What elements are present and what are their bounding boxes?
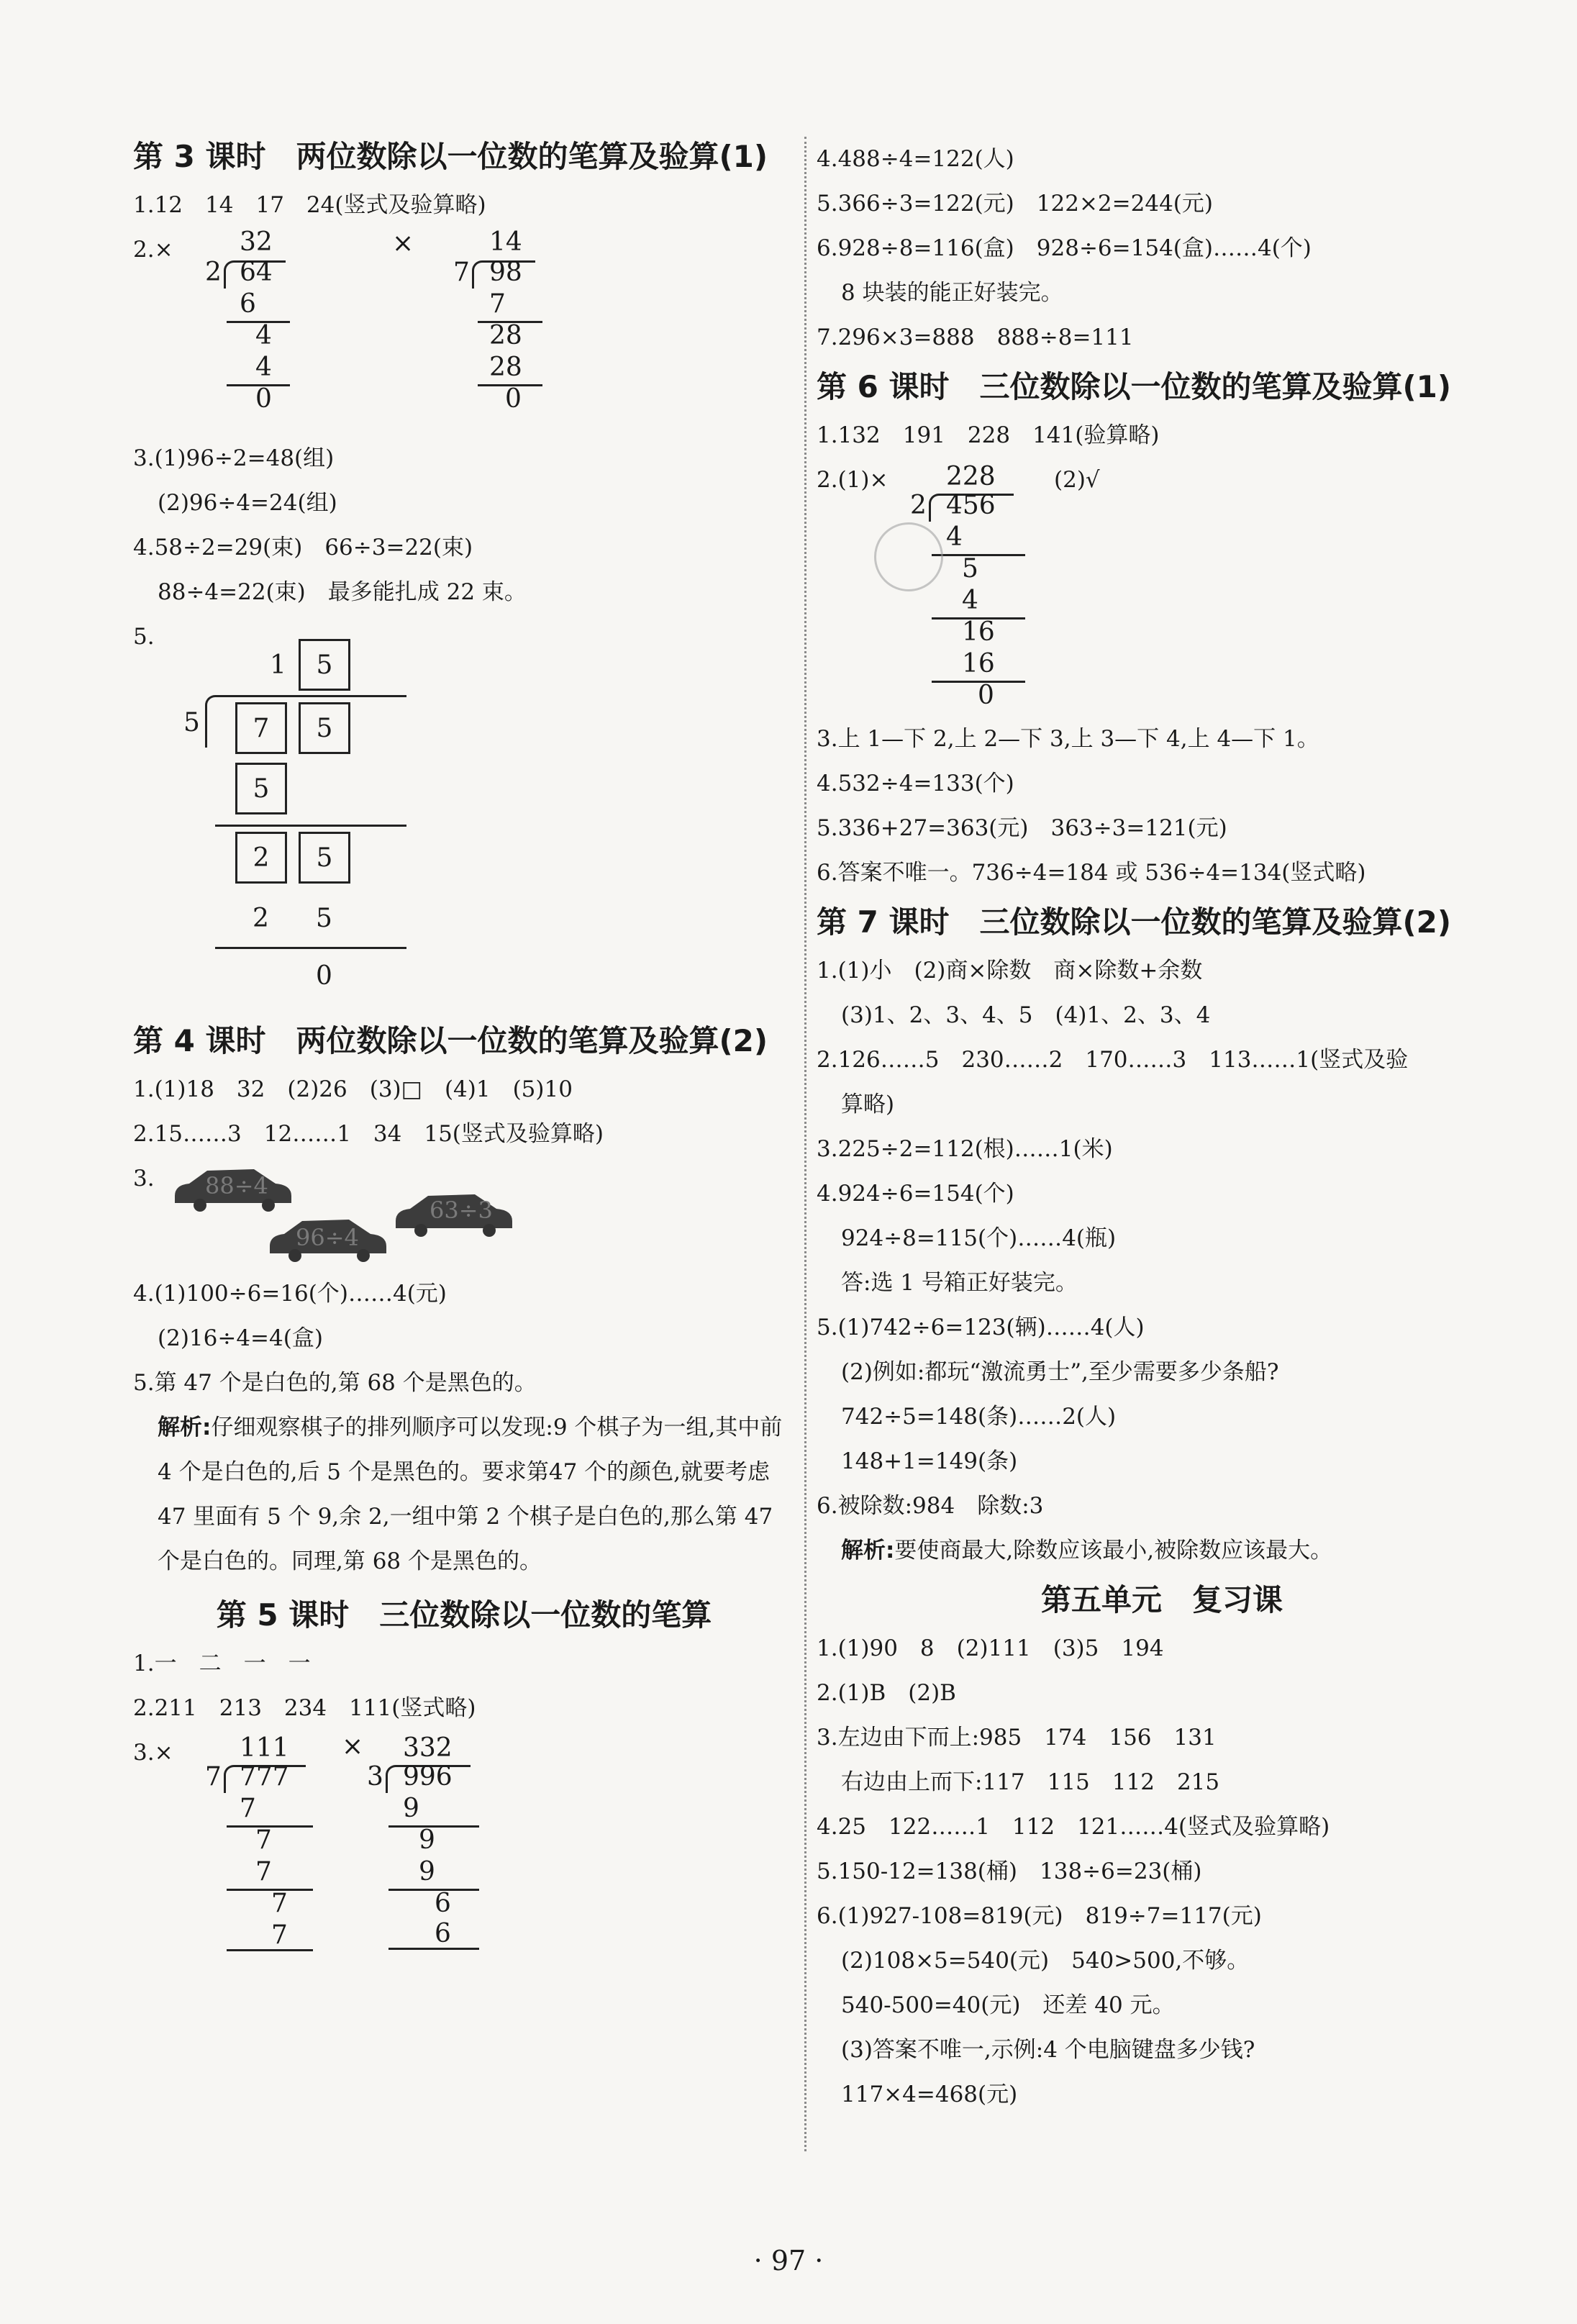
car-label: 88÷4 [205,1172,268,1199]
answer-box: 5 [299,702,350,754]
quotient: 14 [489,227,522,257]
l4-q4a: 4.(1)100÷6=16(个)……4(元) [133,1281,447,1307]
l7-q1a: 1.(1)小 (2)商×除数 商×除数+余数 [817,958,1203,984]
lesson3-title: 第 3 课时 两位数除以一位数的笔算及验算(1) [133,139,768,174]
lesson5-title: 第 5 课时 三位数除以一位数的笔算 [216,1597,712,1633]
l7-q1b: (3)1、2、3、4、5 (4)1、2、3、4 [841,1002,1211,1028]
l3-q3a: 3.(1)96÷2=48(组) [133,445,335,471]
l7-q3: 3.225÷2=112(根)……1(米) [817,1136,1113,1162]
rv-q1: 1.(1)90 8 (2)111 (3)5 194 [817,1635,1164,1661]
step: 28 [489,353,522,382]
answer-box: 5 [299,639,350,691]
divisor: 3 [367,1762,383,1792]
analysis-text: 仔细观察棋子的排列顺序可以发现:9 个棋子为一组,其中前 4 个是白色的,后 5 个是黑色的。要求第47 个的颜色,就要考虑 47 里面有 5 个 9,余 2,一组中第 2 个棋子是白色的,那么第 47 个是白色的。同理,第 68 个是黑色的。 [158,1415,783,1574]
divisor: 5 [183,708,200,737]
l7-q4b: 924÷8=115(个)……4(瓶) [841,1225,1117,1251]
remainder: 0 [978,681,994,710]
step: 2 [253,904,269,933]
step: 7 [240,1794,256,1823]
analysis-label: 解析: [841,1538,895,1563]
rv-q2: 2.(1)B (2)B [817,1680,956,1706]
l7-q5b: (2)例如:都玩“激流勇士”,至少需要多少条船? [841,1359,1279,1385]
step: 16 [962,649,995,678]
divisor: 7 [453,258,470,287]
quotient: 332 [403,1733,453,1763]
l4-analysis [133,1405,791,1584]
dividend: 98 [489,258,522,287]
division-bracket [929,494,941,522]
division-bracket [472,260,484,289]
l6-q5: 5.336+27=363(元) 363÷3=121(元) [817,815,1227,841]
review-title: 第五单元 复习课 [1040,1582,1283,1617]
rv-q3a: 3.左边由下而上:985 174 156 131 [817,1725,1217,1751]
page-number: · 97 · [753,2245,824,2277]
l3-q5 [133,614,795,1014]
quotient: 111 [240,1733,289,1763]
divisor: 2 [205,258,222,287]
l6-q2-label: 2.(1)× [817,467,889,493]
division-bracket [224,260,236,289]
dividend: 996 [403,1762,453,1792]
division-bracket [224,1765,236,1793]
l7-q2b: 算略) [841,1091,895,1117]
remainder: 0 [255,384,272,414]
step: 5 [962,554,978,584]
divisor: 7 [205,1762,222,1792]
answer-box: 2 [235,832,287,884]
step: 28 [489,321,522,350]
l3-q1: 1.12 14 17 24(竖式及验算略) [133,192,486,218]
car-label: 96÷4 [296,1224,359,1251]
l5-q3 [133,1730,795,1968]
l7-q5d: 148+1=149(条) [841,1448,1018,1474]
l7-q5c: 742÷5=148(条)……2(人) [841,1404,1117,1430]
l5-q2: 2.211 213 234 111(竖式略) [133,1695,476,1721]
analysis-label: 解析: [158,1415,212,1440]
analysis-text: 要使商最大,除数应该最小,被除数应该最大。 [894,1538,1333,1563]
right-column [817,137,1507,2117]
r-q7: 7.296×3=888 888÷8=111 [817,324,1134,350]
l6-q3: 3.上 1—下 2,上 2—下 3,上 3—下 4,上 4—下 1。 [817,726,1319,752]
step-line [227,1949,313,1951]
rv-q3b: 右边由上而下:117 115 112 215 [841,1769,1220,1795]
l4-q3-label: 3. [133,1166,155,1191]
quotient: 228 [946,462,996,491]
quotient-digit: 1 [270,650,286,680]
step-line [388,1889,479,1891]
l4-q2: 2.15……3 12……1 34 15(竖式及验算略) [133,1121,604,1147]
l6-division [910,462,1054,714]
l6-q2-right: (2)√ [1054,467,1100,493]
l7-q2a: 2.126……5 230……2 170……3 113……1(竖式及验 [817,1047,1409,1073]
step-line [388,1948,479,1950]
answer-box: 5 [235,763,287,814]
remainder: 0 [505,384,522,414]
l5-division-1 [205,1733,335,1964]
rv-q5: 5.150-12=138(桶) 138÷6=23(桶) [817,1858,1202,1884]
l4-q4b: (2)16÷4=4(盒) [158,1325,323,1351]
rv-q6e: 117×4=468(元) [841,2082,1018,2107]
dividend: 64 [240,258,273,287]
step: 6 [435,1889,451,1918]
l6-q2 [817,458,1507,717]
step: 7 [271,1920,288,1950]
division-bracket [386,1765,398,1793]
remainder: 0 [316,961,332,991]
r-q6a: 6.928÷8=116(盒) 928÷6=154(盒)……4(个) [817,235,1312,261]
divisor: 2 [910,491,927,520]
l3-q4a: 4.58÷2=29(束) 66÷3=22(束) [133,535,473,560]
step-line [215,947,406,949]
l4-q3 [133,1156,795,1271]
l7-q6: 6.被除数:984 除数:3 [817,1493,1044,1519]
step: 6 [435,1919,451,1948]
step: 4 [255,353,272,382]
lesson6-title: 第 6 课时 三位数除以一位数的笔算及验算(1) [817,369,1452,404]
l3-q4b: 88÷4=22(束) 最多能扎成 22 束。 [158,579,527,605]
rv-q4: 4.25 122……1 112 121……4(竖式及验算略) [817,1814,1330,1840]
l7-q4a: 4.924÷6=154(个) [817,1181,1014,1207]
division-bar [215,695,406,697]
l7-q4c: 答:选 1 号箱正好装完。 [841,1270,1078,1296]
left-column [133,130,795,1968]
step-line [215,825,406,827]
quotient: 32 [240,227,273,257]
step: 9 [403,1794,419,1823]
l6-q6: 6.答案不唯一。736÷4=184 或 536÷4=134(竖式略) [817,860,1366,886]
rv-q6b: (2)108×5=540(元) 540>500,不够。 [841,1948,1250,1974]
division-bracket [205,695,217,748]
r-q4: 4.488÷4=122(人) [817,146,1014,172]
l4-q1: 1.(1)18 32 (2)26 (3)□ (4)1 (5)10 [133,1076,573,1102]
l4-q5: 5.第 47 个是白色的,第 68 个是黑色的。 [133,1370,537,1396]
rv-q6a: 6.(1)927-108=819(元) 819÷7=117(元) [817,1903,1262,1929]
step: 4 [946,522,963,552]
l5-q1: 1.一 二 一 一 [133,1651,311,1676]
l3-q2-label: 2.× [133,237,173,263]
lesson7-title: 第 7 课时 三位数除以一位数的笔算及验算(2) [817,904,1452,940]
step-line [932,554,1025,556]
step-line [478,321,542,323]
r-q6b: 8 块装的能正好装完。 [841,280,1063,306]
step: 7 [255,1857,272,1887]
answer-box: 7 [235,702,287,754]
l5-q3-label: 3.× [133,1740,173,1766]
rv-q6d: (3)答案不唯一,示例:4 个电脑键盘多少钱? [841,2037,1255,2063]
answer-box: 5 [299,832,350,884]
step: 4 [962,586,978,615]
r-q5: 5.366÷3=122(元) 122×2=244(元) [817,191,1213,217]
l3-division-2 [453,227,561,436]
lesson4-title: 第 4 课时 两位数除以一位数的笔算及验算(2) [133,1023,768,1058]
l3-q2-cross: × [392,229,414,258]
step: 9 [419,1825,435,1855]
column-divider [804,137,806,2151]
step: 7 [255,1825,272,1855]
step: 16 [962,617,995,647]
step: 7 [271,1889,288,1918]
l6-q4: 4.532÷4=133(个) [817,771,1014,796]
step: 6 [240,289,256,319]
rv-q6c: 540-500=40(元) 还差 40 元。 [841,1992,1175,2018]
l3-q5-label: 5. [133,624,155,650]
step: 7 [489,289,506,319]
dividend: 777 [240,1762,289,1792]
step: 5 [316,904,332,933]
l5-division-2 [367,1733,511,1964]
l5-q3-cross: × [342,1732,364,1761]
step: 9 [419,1857,435,1887]
car-label: 63÷3 [430,1197,493,1224]
stamp-icon [874,522,943,591]
dividend: 456 [946,491,996,520]
step-line [227,1889,313,1891]
l7-q5a: 5.(1)742÷6=123(辆)……4(人) [817,1315,1145,1340]
step: 4 [255,321,272,350]
l3-q3b: (2)96÷4=24(组) [158,490,337,516]
l6-q1: 1.132 191 228 141(验算略) [817,422,1160,448]
l3-q2 [133,227,795,436]
box-division [183,622,421,1010]
l3-division-1 [205,227,306,436]
l7-analysis [817,1528,1507,1573]
